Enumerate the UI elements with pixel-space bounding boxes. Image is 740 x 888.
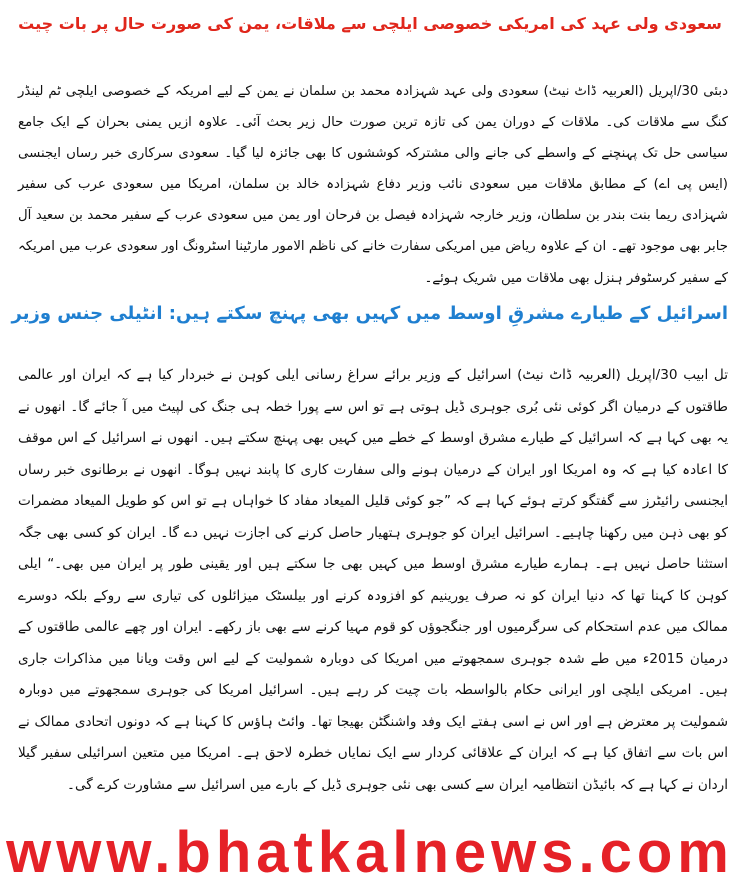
headline-saudi-crown-prince: سعودی ولی عہد کی امریکی خصوصی ایلچی سے ملاقات، یمن کی صورت حال پر بات چیت — [18, 14, 722, 33]
website-watermark: www.bhatkalnews.com — [6, 820, 734, 885]
article-body-israel: تل ابیب 30/اپریل (العربیہ ڈاٹ نیٹ) اسرائیل کے وزیر برائے سراغ رسانی ایلی کوہن نے خبردار کیا ہے کہ ایران اور عالمی طاقتوں کے درمیان اگر کوئی نئی بُری جوہری ڈیل ہوتی ہے تو اس سے پورا خطہ ہی جنگ کی لپیٹ میں آ جائے گا۔ انھوں نے یہ بھی کہا ہے کہ اسرائیل کے طیارے مشرق اوسط کے خطے میں کہیں بھی پہنچ سکتے ہیں۔ انھوں نے اسرائیل کے اس موقف کا اعادہ کیا ہے کہ وہ امریکا اور ایران کے درمیان ہونے والی سفارت کاری کا پابند نہیں ہوگا۔ انھوں نے برطانوی خبر رساں ایجنسی رائیٹرز سے گفتگو کرتے ہوئے کہا ہے کہ ”جو کوئی قلیل المیعاد مفاد کا خواہاں ہے تو اس کو طویل المیعاد مضمرات کو بھی ذہن میں رکھنا چاہیے۔ اسرائیل ایران کو جوہری ہتھیار حاصل کرنے کی اجازت نہیں دے گا۔ ایران کو کسی بھی جگہ استثنا حاصل نہیں ہے۔ ہمارے طیارے مشرق اوسط میں کہیں بھی جا سکتے ہیں اور یقینی طور پر ایران میں بھی۔“ ایلی کوہن کا کہنا تھا کہ دنیا ایران کو نہ صرف یورینیم کو افزودہ کرنے اور بیلسٹک میزائلوں کی تیاری سے روکے بلکہ دوسرے ممالک میں عدم استحکام کی سرگرمیوں اور جنگجوؤں کو قوم مہیا کرنے سے بھی باز رکھے۔ ایران اور چھے عالمی طاقتوں کے درمیان 2015ء میں طے شدہ جوہری سمجھوتے میں امریکا کی دوبارہ شمولیت کے لیے اس وقت ویانا میں مذاکرات جاری ہیں۔ امریکی ایلچی اور ایرانی حکام بالواسطہ بات چیت کر رہے ہیں۔ اسرائیل امریکا کی جوہری سمجھوتے میں دوبارہ شمولیت پر معترض ہے اور اس نے اسی ہفتے ایک وفد واشنگٹن بھیجا تھا۔ وائٹ ہاؤس کا کہنا ہے کہ دونوں اتحادی ممالک نے اس بات سے اتفاق کیا ہے کہ ایران کے علاقائی کردار سے ایک نمایاں خطرہ لاحق ہے۔ امریکا میں متعین اسرائیلی سفیر گیلا اردان نے کہا ہے کہ بائیڈن انتظامیہ ایران سے کسی بھی نئی جوہری ڈیل کے بارے میں اسرائیل سے مشاورت کرے گی۔ — [18, 367, 728, 793]
headline-israel-aircraft: اسرائیل کے طیارے مشرقِ اوسط میں کہیں بھی پہنچ سکتے ہیں: انٹیلی جنس وزیر — [11, 303, 728, 324]
article-body-saudi: دبئی 30/اپریل (العربیہ ڈاٹ نیٹ) سعودی ولی عہد شہزادہ محمد بن سلمان نے یمن کے لیے امریکہ کے خصوصی ایلچی ٹم لینڈر کنگ سے ملاقات کی۔ ملاقات کے دوران یمن کی تازہ ترین صورت حال زیر بحث آئی۔ علاوہ ازیں یمنی بحران کے ایک جامع سیاسی حل تک پہنچنے کے واسطے کی جانے والی مشترکہ کوششوں کا بھی جائزہ لیا گیا۔ سعودی سرکاری خبر رساں ایجنسی (ایس پی اے) کے مطابق ملاقات میں سعودی نائب وزیر دفاع شہزادہ خالد بن سلمان، امریکا میں سعودی عرب کی سفیر شہزادی ریما بنت بندر بن سلطان، وزیر خارجہ شہزادہ فیصل بن فرحان اور یمن میں سعودی عرب کے سفیر محمد بن سعید آل جابر بھی موجود تھے۔ ان کے علاوہ ریاض میں امریکی سفارت خانے کی ناظم الامور مارٹینا اسٹرونگ اور سعودی عرب میں امریکہ کے سفیر کرسٹوفر ہنزل بھی ملاقات میں شریک ہوئے۔ — [18, 84, 728, 286]
